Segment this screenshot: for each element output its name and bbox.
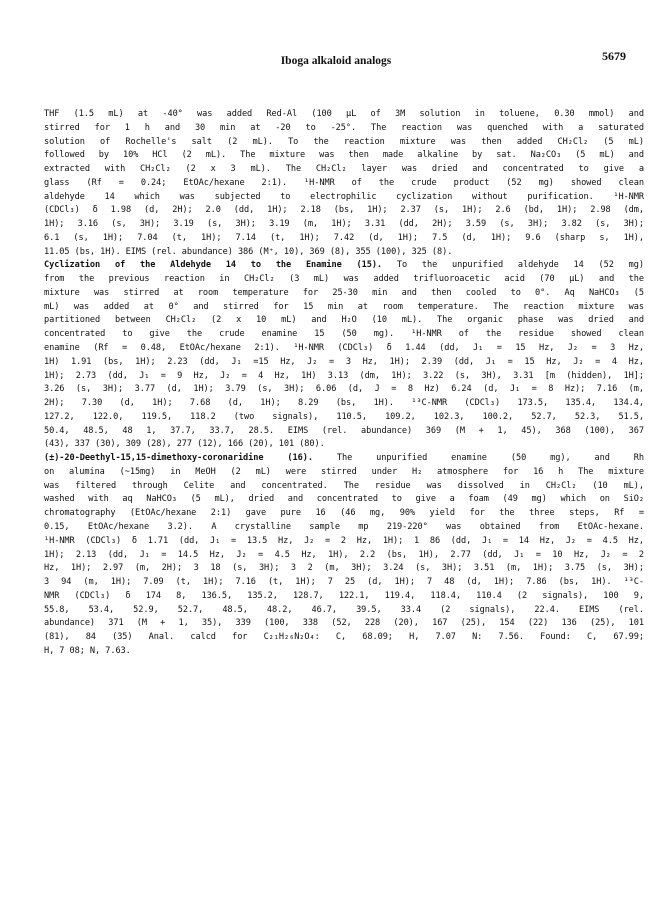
text-line: stirred for 1 h and 30 min at -20 to -25°. The reaction was quenched with a saturated [44, 122, 644, 133]
text-line: 6.1 (s, 1H); 7.04 (t, 1H); 7.14 (t, 1H); 7.42 (d, 1H); 7.5 (d, 1H); 9.6 (sharp s, 1H), [44, 232, 644, 243]
text-line: NMR (CDCl₃) δ 174 8, 136.5, 135.2, 128.7, 122.1, 119.4, 118.4, 110.4 (2 signals), 100 9, [44, 590, 644, 601]
text-line: glass (Rf = 0.24; EtOAc/hexane 2:1). ¹H-NMR of the crude product (52 mg) showed clean [44, 177, 644, 188]
text-line: 1H); 3.16 (s, 3H); 3.19 (s, 3H); 3.19 (m, 1H); 3.31 (dd, 2H); 3.59 (s, 3H); 3.82 (s, 3H); [44, 219, 644, 230]
running-title: Iboga alkaloid analogs [280, 55, 392, 67]
text-line: (±)-20-Deethyl-15,15-dimethoxy-coronaridine (16). The unpurified enamine (50 mg), and Rh [44, 453, 644, 464]
article-body [44, 108, 644, 659]
text-line: 3.26 (s, 3H); 3.77 (d, 1H); 3.79 (s, 3H); 6.06 (d, J = 8 Hz) 6.24 (d, J₁ = 8 Hz); 7.16 (m, [44, 384, 644, 395]
text-line: 55.8, 53.4, 52.9, 52.7, 48.5, 48.2, 46.7, 39.5, 33.4 (2 signals), 22.4. EIMS (rel. [44, 604, 644, 615]
text-line: 1H); 2.73 (dd, J₁ = 9 Hz, J₂ = 4 Hz, 1H) 3.13 (dm, 1H); 3.22 (s, 3H), 3.31 [m (hidden), 1H]; [44, 370, 644, 381]
text-line: chromatography (EtOAc/hexane 2:1) gave pure 16 (46 mg, 90% yield for the three steps, Rf = [44, 508, 644, 519]
text-line: mL) was added at 0° and stirred for 15 min at room temperature. The reaction mixture was [44, 301, 644, 312]
text-line: on alumina (~15mg) in MeOH (2 mL) were stirred under H₂ atmosphere for 16 h The mixture [44, 466, 644, 477]
text-line: 0.15, EtOAc/hexane 3.2). A crystalline sample mp 219-220° was obtained from EtOAc-hexane. [44, 521, 644, 532]
text-line: 11.05 (bs, 1H). EIMS (rel. abundance) 386 (M⁺, 10), 369 (8), 355 (100), 325 (8). [44, 246, 453, 257]
text-line: (81), 84 (35) Anal. calcd for C₂₁H₂₆N₂O₄: C, 68.09; H, 7.07 N: 7.56. Found: C, 67.99; [44, 632, 644, 643]
text-line: solution of Rochelle's salt (2 mL). To the reaction mixture was then added CH₂Cl₂ (5 mL) [44, 136, 644, 147]
text-line: mixture was stirred at room temperature for 25-30 min and then cooled to 0°. Aq NaHCO₃ (5 [44, 287, 644, 298]
text-line: (CDCl₃) δ 1.98 (d, 2H); 2.0 (dd, 1H); 2.18 (bs, 1H); 2.37 (s, 1H); 2.6 (bd, 1H); 2.98 (dm, [44, 205, 644, 216]
text-line: extracted with CH₂Cl₂ (2 x 3 mL). The CH₂Cl₂ layer was dried and concentrated to give a [44, 164, 644, 175]
text-line: Cyclization of the Aldehyde 14 to the Enamine (15). To the unpurified aldehyde 14 (52 mg) [44, 260, 644, 271]
section-heading: Cyclization of the Aldehyde 14 to the Enamine (15). [44, 260, 383, 271]
text-line: 2H); 7.30 (d, 1H); 7.68 (d, 1H); 8.29 (bs, 1H). ¹³C-NMR (CDCl₃) 173.5, 135.4, 134.4, [44, 398, 644, 409]
text-line: concentrated to give the crude enamine 15 (50 mg). ¹H-NMR of the residue showed clean [44, 329, 644, 340]
page-header [0, 49, 672, 75]
text-line: abundance) 371 (M + 1, 35), 339 (100, 338 (52, 228 (20), 167 (25), 154 (22) 136 (25), 101 [44, 618, 644, 629]
text-line: partitioned between CH₂Cl₂ (2 x 10 mL) and H₂O (10 mL). The organic phase was dried and [44, 315, 644, 326]
text-line: 3 94 (m, 1H); 7.09 (t, 1H); 7.16 (t, 1H); 7 25 (d, 1H); 7 48 (d, 1H); 7.86 (bs, 1H). ¹³C- [44, 577, 644, 588]
text-line: (43), 337 (30), 309 (28), 277 (12), 166 (20), 101 (80). [44, 439, 325, 450]
text-line: enamine (Rf = 0.48, EtOAc/hexane 2:1). ¹H-NMR (CDCl₃) δ 1.44 (dd, J₁ = 15 Hz, J₂ = 3 Hz, [44, 343, 644, 354]
text-line: H, 7 08; N, 7.63. [44, 645, 131, 656]
text-line: aldehyde 14 which was subjected to electrophilic cyclization without purification. ¹H-NMR [44, 191, 644, 202]
text-line: 1H) 1.91 (bs, 1H); 2.23 (dd, J₁ =15 Hz, J₂ = 3 Hz, 1H); 2.39 (dd, J₁ = 15 Hz, J₂ = 4 Hz, [44, 356, 644, 367]
text-line: followed by 10% HCl (2 mL). The mixture was then made alkaline by sat. Na₂CO₃ (5 mL) and [44, 150, 644, 161]
text-line: from the previous reaction in CH₂Cl₂ (3 mL) was added trifluoroacetic acid (70 μL) and the [44, 274, 644, 285]
text-line: was filtered through Celite and concentrated. The residue was dissolved in CH₂Cl₂ (10 mL), [44, 480, 644, 491]
text-line: 127.2, 122.0, 119.5, 118.2 (two signals), 110.5, 109.2, 102.3, 100.2, 52.7, 52.3, 51.5, [44, 411, 644, 422]
text-line: Hz, 1H); 2.97 (m, 2H); 3 18 (s, 3H); 3 2 (m, 3H); 3.24 (s, 3H); 3.51 (m, 1H); 3.75 (s, 3H); [44, 563, 644, 574]
page-number: 5679 [602, 49, 626, 63]
text-line: 1H); 2.13 (dd, J₁ = 14.5 Hz, J₂ = 4.5 Hz, 1H), 2.2 (bs, 1H), 2.77 (dd, J₁ = 10 Hz, J₂ = 2 [44, 549, 644, 560]
text-line: ¹H-NMR (CDCl₃) δ 1.71 (dd, J₁ = 13.5 Hz, J₂ = 2 Hz, 1H); 1 86 (dd, J₁ = 14 Hz, J₂ = 4.5 Hz, [44, 535, 644, 546]
section-heading: (±)-20-Deethyl-15,15-dimethoxy-coronaridine (16). [44, 453, 313, 464]
text-line: washed with aq NaHCO₃ (5 mL), dried and concentrated to give a foam (49 mg) which on SiO₂ [44, 494, 644, 505]
text-line: THF (1.5 mL) at -40° was added Red-Al (100 μL of 3M solution in toluene, 0.30 mmol) and [44, 109, 644, 119]
text-line: 50.4, 48.5, 48 1, 37.7, 33.7, 28.5. EIMS (rel. abundance) 369 (M + 1, 45), 368 (100), 367 [44, 425, 644, 436]
